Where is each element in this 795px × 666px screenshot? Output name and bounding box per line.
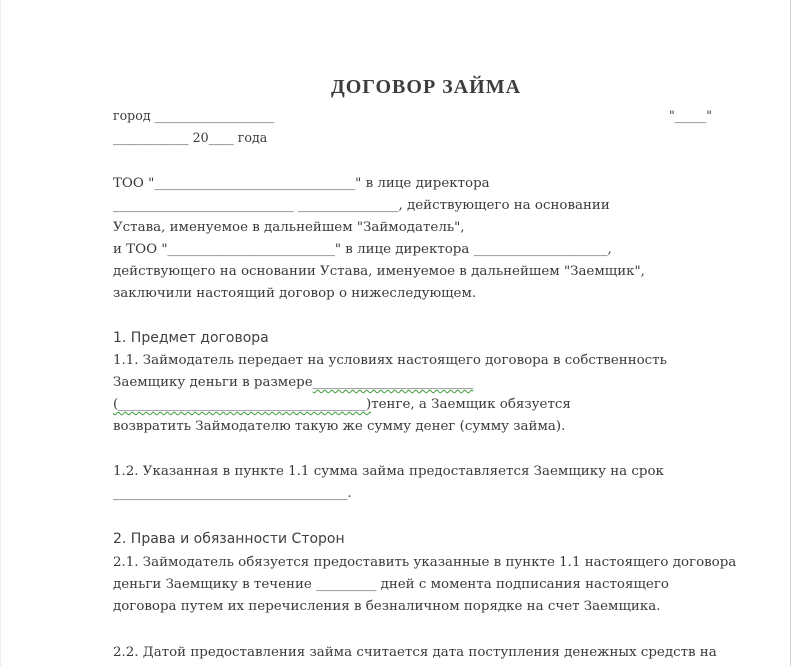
clause-1-1-line-4: возвратить Займодателю такую же сумму денег (сумму займа). bbox=[113, 419, 566, 434]
clause-2-1-line-3: договора путем их перечисления в безналичном порядке на счет Заемщика. bbox=[113, 599, 661, 614]
clause-1-1-line-1: 1.1. Займодатель передает на условиях настоящего договора в собственность bbox=[113, 353, 667, 368]
parties-line-1: ТОО "______________________________" в лице директора bbox=[113, 176, 490, 191]
date-line: ____________ 20____ года bbox=[113, 130, 268, 145]
clause-2-2-line-1: 2.2. Датой предоставления займа считается дата поступления денежных средств на bbox=[113, 645, 717, 660]
clause-1-1-amount-label: Заемщику деньги в размере bbox=[113, 375, 313, 390]
loan-amount-field: ________________________ bbox=[312, 375, 474, 390]
clause-2-1-line-2: деньги Заемщику в течение _________ дней с момента подписания настоящего bbox=[113, 577, 669, 592]
clause-1-1-line-2 bbox=[113, 374, 473, 392]
parties-line-3: Устава, именуемое в дальнейшем "Займодатель", bbox=[113, 220, 465, 235]
loan-amount-words-field: (_____________________________________) bbox=[113, 397, 372, 412]
parties-line-5: действующего на основании Устава, именуемое в дальнейшем "Заемщик", bbox=[113, 264, 645, 279]
clause-1-2-line-2: ___________________________________. bbox=[113, 486, 352, 501]
city-line: город ___________________ bbox=[113, 108, 275, 123]
date-quote: "_____" bbox=[669, 108, 713, 123]
clause-1-2-line-1: 1.2. Указанная в пункте 1.1 сумма займа предоставляется Заемщику на срок bbox=[113, 464, 664, 479]
document-title: ДОГОВОР ЗАЙМА bbox=[330, 76, 522, 98]
section-2-heading: 2. Права и обязанности Сторон bbox=[113, 531, 345, 547]
clause-1-1-currency-text: тенге, а Заемщик обязуется bbox=[371, 397, 571, 412]
parties-line-4: и ТОО "_________________________" в лице директора ____________________, bbox=[113, 242, 612, 257]
clause-2-1-line-1: 2.1. Займодатель обязуется предоставить указанные в пункте 1.1 настоящего договора bbox=[113, 555, 737, 570]
section-1-heading: 1. Предмет договора bbox=[113, 330, 269, 346]
clause-1-1-line-3 bbox=[113, 396, 571, 414]
parties-line-2: ___________________________ _______________, действующего на основании bbox=[113, 198, 610, 213]
parties-line-6: заключили настоящий договор о нижеследующем. bbox=[113, 286, 477, 301]
